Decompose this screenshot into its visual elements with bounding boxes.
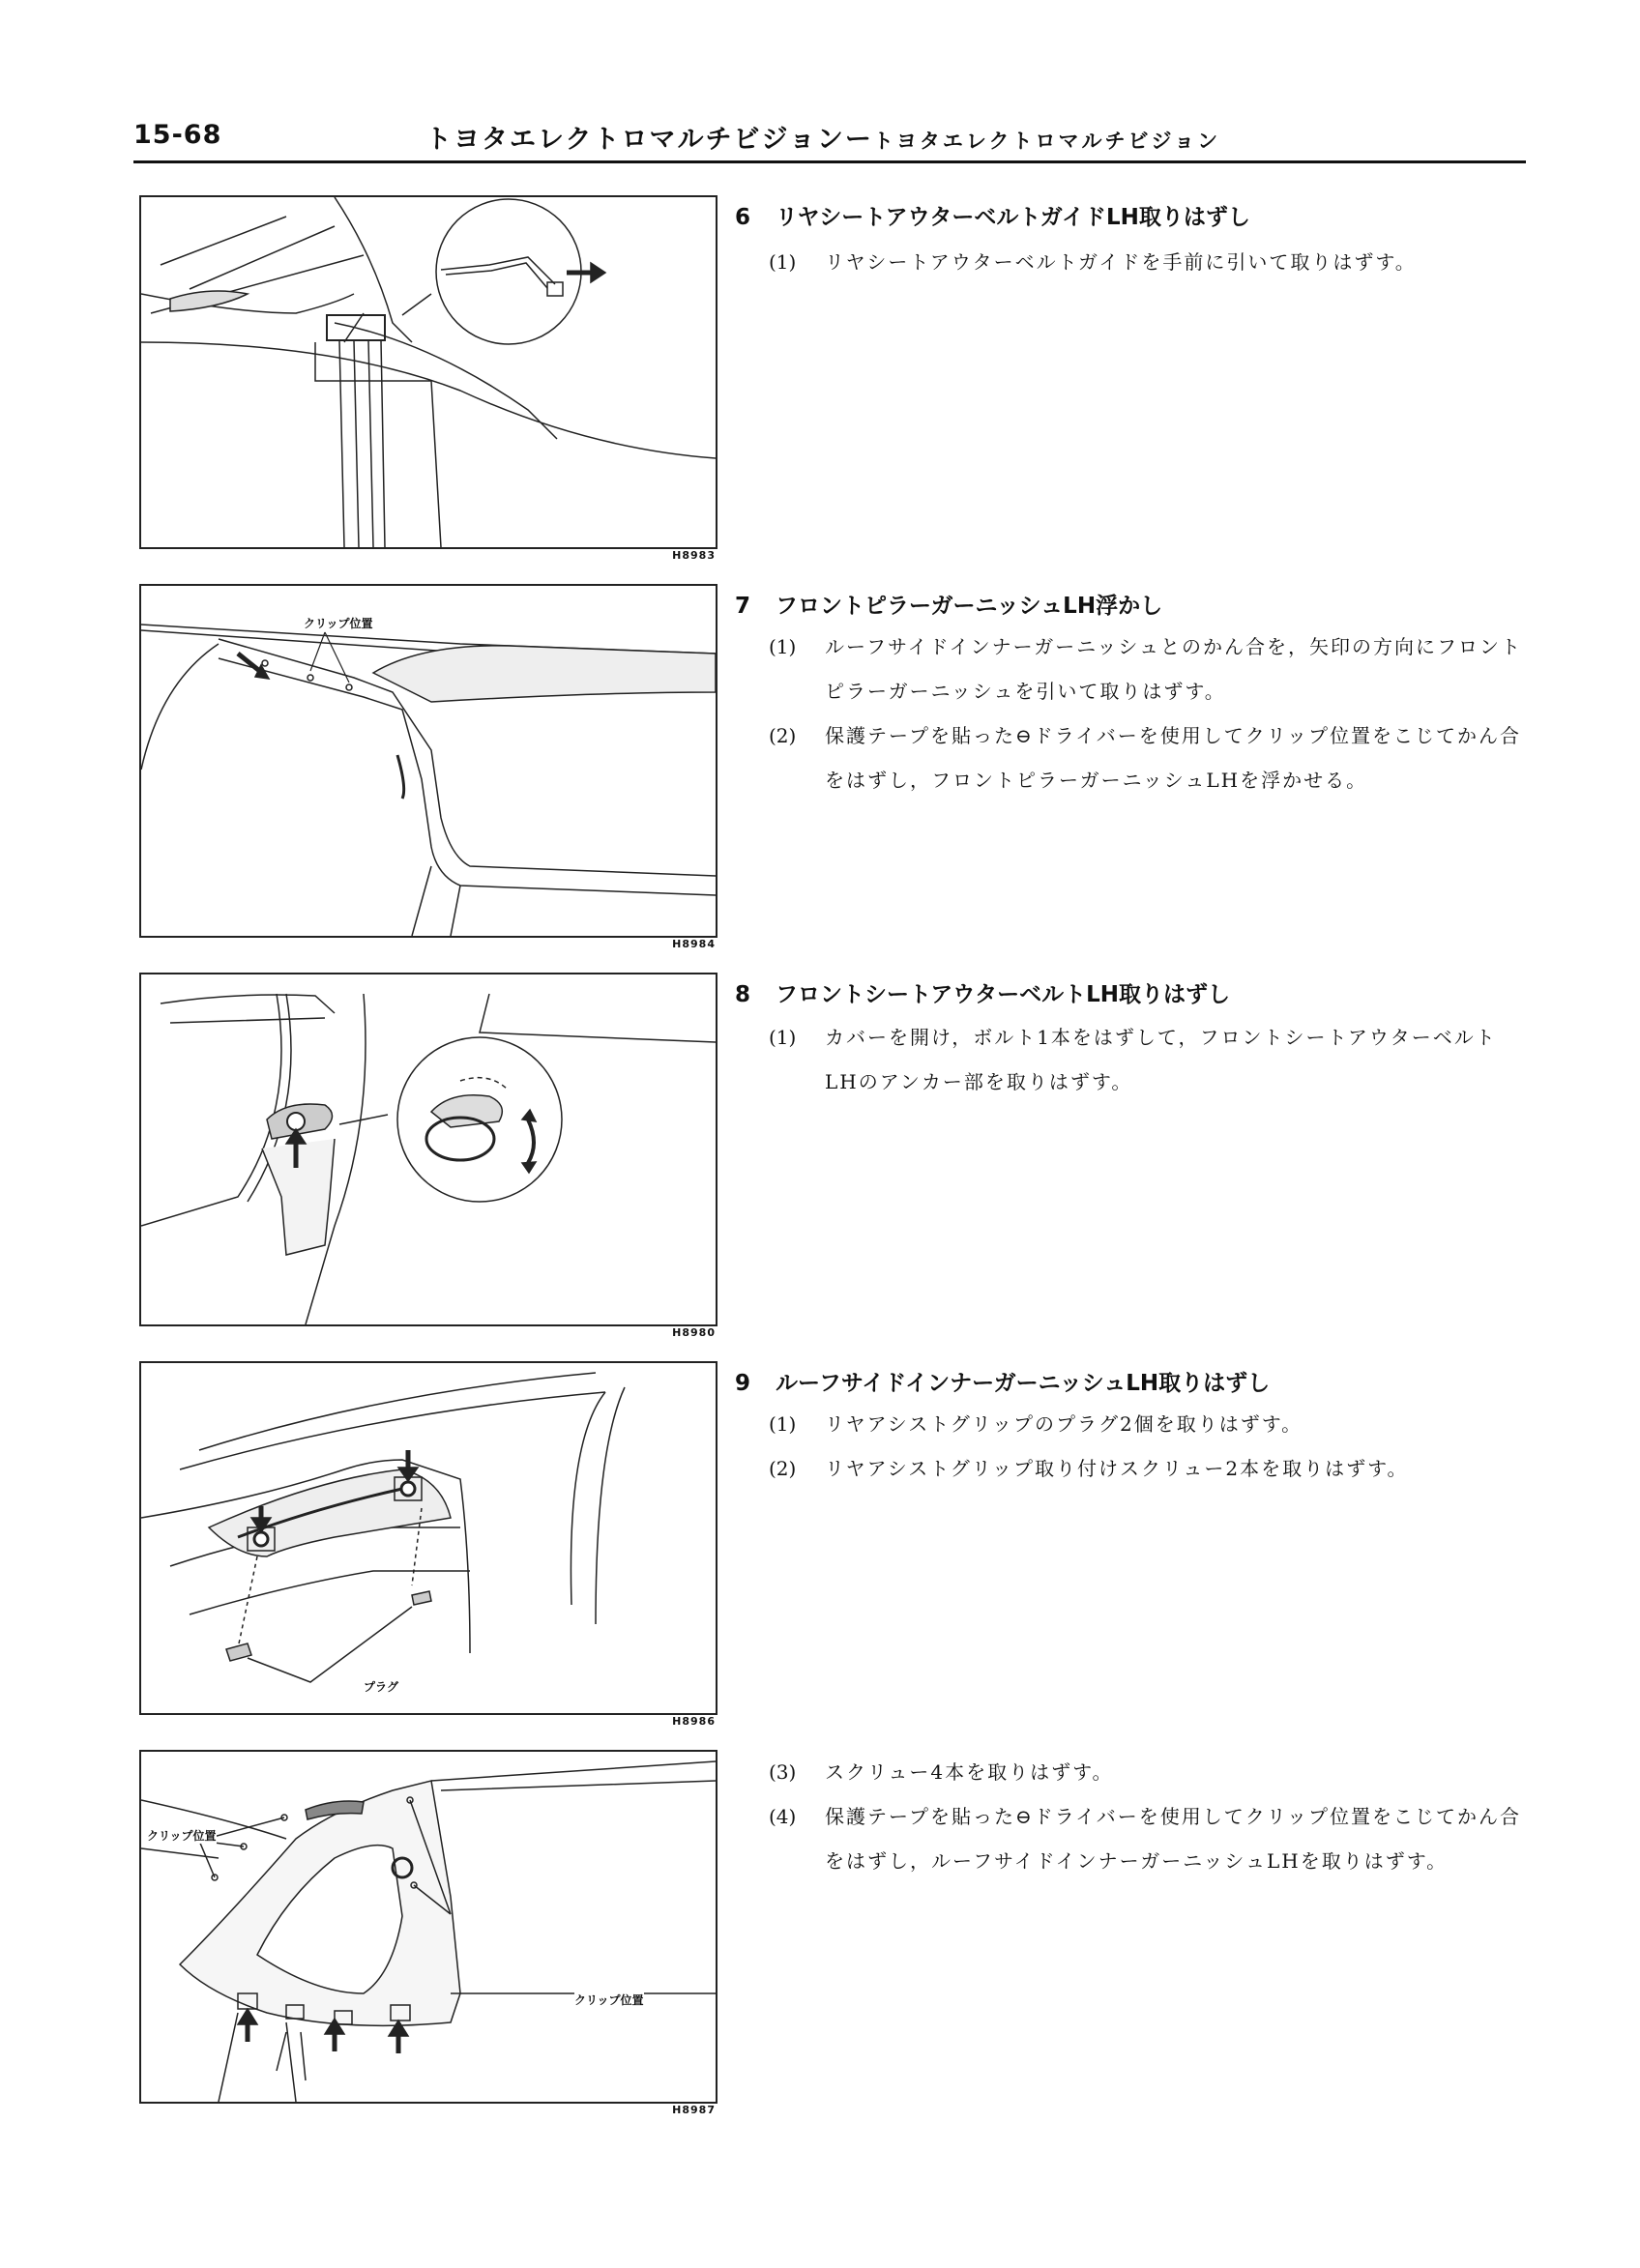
figure-roof-side-garnish xyxy=(139,1750,718,2104)
figure-code: H8984 xyxy=(672,938,716,950)
figure-label: クリップ位置 xyxy=(147,1829,217,1843)
step-item-text: リヤアシストグリップのプラグ2個を取りはずす。 xyxy=(825,1412,1303,1436)
figure-code: H8983 xyxy=(672,549,716,562)
step-item-label: (4) xyxy=(769,1805,797,1828)
step-heading xyxy=(735,588,1162,620)
step-item-text: 保護テープを貼った⊖ドライバーを使用してクリップ位置をこじてかん合をはずし，ルーフサイドインナーガーニッシュLHを取りはずす。 xyxy=(825,1805,1521,1873)
step-item xyxy=(769,1794,1523,1883)
step-item-text: 保護テープを貼った⊖ドライバーを使用してクリップ位置をこじてかん合をはずし，フロントピラーガーニッシュLHを浮かせる。 xyxy=(825,724,1521,792)
step-number: 9 xyxy=(735,1371,751,1396)
step-number: 8 xyxy=(735,982,751,1007)
step-item-label: (1) xyxy=(769,635,797,658)
step-number: 7 xyxy=(735,594,751,619)
step-item-label: (1) xyxy=(769,1412,797,1436)
step-item-text: リヤアシストグリップ取り付けスクリュー2本を取りはずす。 xyxy=(825,1457,1409,1480)
step-item xyxy=(769,1750,1523,1794)
header-rule xyxy=(133,160,1526,163)
figure-rear-assist-grip xyxy=(139,1361,718,1715)
step-heading xyxy=(735,1365,1270,1397)
step-item-label: (1) xyxy=(769,1026,797,1049)
figure-rear-belt-guide xyxy=(139,195,718,549)
figure-code: H8986 xyxy=(672,1715,716,1728)
figure-label: プラグ xyxy=(364,1680,399,1694)
step-title: フロントシートアウターベルトLH取りはずし xyxy=(776,982,1230,1007)
figure-code: H8980 xyxy=(672,1326,716,1339)
page-number: 15-68 xyxy=(133,120,222,150)
figure-label: クリップ位置 xyxy=(574,1993,644,2007)
step-title: リヤシートアウターベルトガイドLH取りはずし xyxy=(776,205,1250,230)
step-item xyxy=(769,240,1523,284)
step-item-label: (2) xyxy=(769,1457,797,1480)
figure-label: クリップ位置 xyxy=(304,617,373,630)
step-item xyxy=(769,1446,1523,1491)
step-number: 6 xyxy=(735,205,751,230)
step-item xyxy=(769,1015,1523,1104)
step-title: フロントピラーガーニッシュLH浮かし xyxy=(776,594,1163,619)
page-title-sub: トヨタエレクトロマルチビジョン xyxy=(872,130,1221,153)
step-item-text: カバーを開け，ボルト1本をはずして，フロントシートアウターベルトLHのアンカー部を取りはずす。 xyxy=(825,1026,1497,1093)
step-item-label: (3) xyxy=(769,1760,797,1784)
step-heading xyxy=(735,976,1230,1008)
step-item-text: スクリュー4本を取りはずす。 xyxy=(825,1760,1114,1784)
step-item xyxy=(769,1402,1523,1446)
figure-front-outer-belt xyxy=(139,973,718,1326)
step-title: ルーフサイドインナーガーニッシュLH取りはずし xyxy=(776,1371,1271,1396)
figure-front-pillar-garnish xyxy=(139,584,718,938)
page-title-main: トヨタエレクトロマルチビジョン xyxy=(425,125,845,155)
step-item-text: ルーフサイドインナーガーニッシュとのかん合を，矢印の方向にフロントピラーガーニッシュを引いて取りはずす。 xyxy=(825,635,1522,703)
page-title-dash: ー xyxy=(844,125,873,155)
step-heading xyxy=(735,199,1250,231)
step-item xyxy=(769,625,1523,713)
step-item-text: リヤシートアウターベルトガイドを手前に引いて取りはずす。 xyxy=(825,250,1417,274)
figure-code: H8987 xyxy=(672,2104,716,2116)
step-item xyxy=(769,713,1523,802)
page-title xyxy=(425,118,1220,156)
step-item-label: (1) xyxy=(769,250,797,274)
step-item-label: (2) xyxy=(769,724,797,747)
